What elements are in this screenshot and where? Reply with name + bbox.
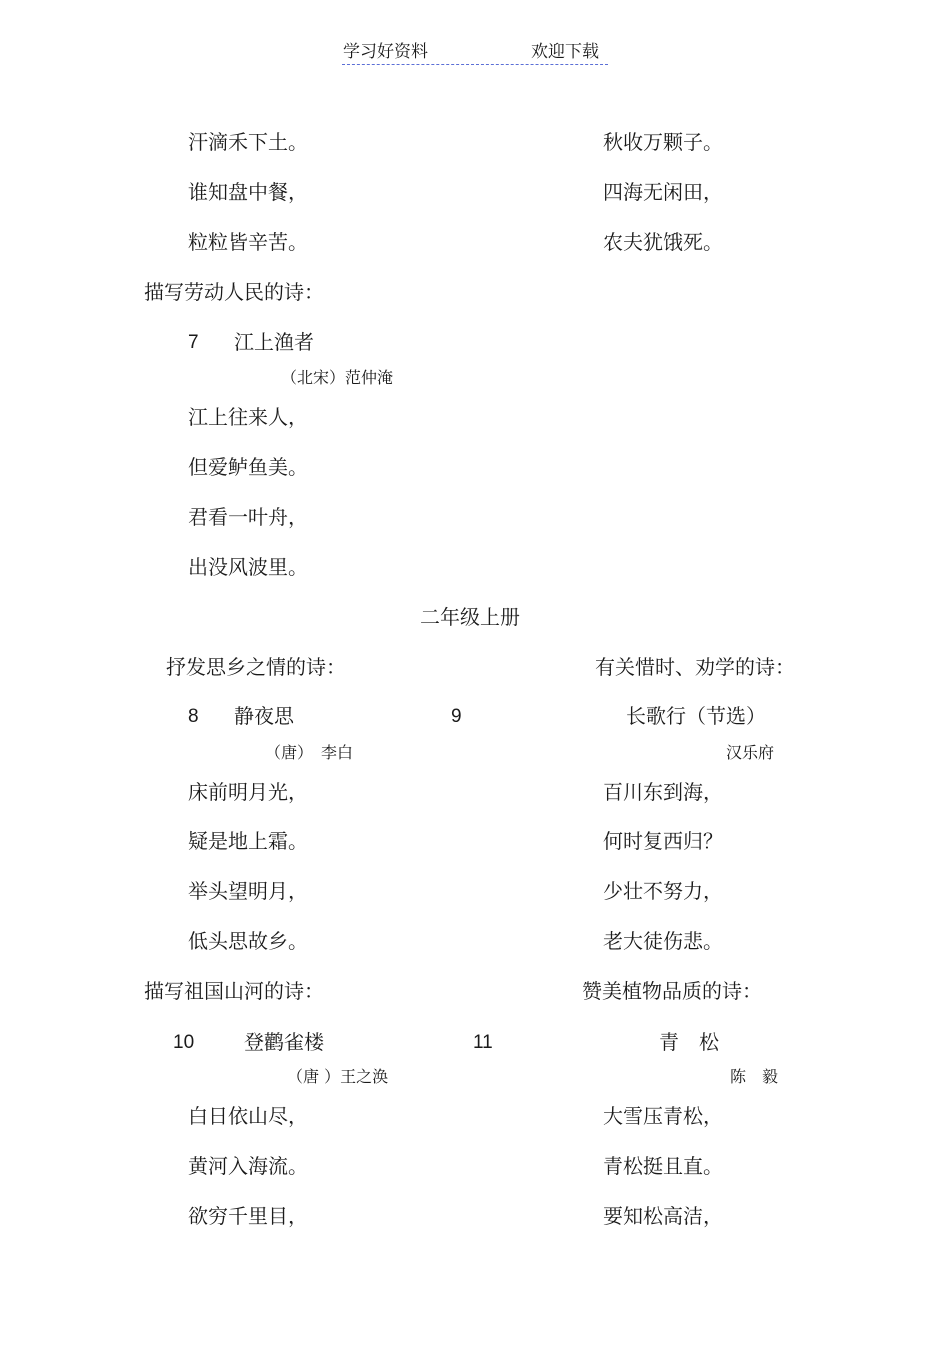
section-heading-plants: 赞美植物品质的诗： bbox=[582, 979, 762, 1003]
poem10-author: （唐 ）王之涣 bbox=[287, 1067, 389, 1086]
poem11-author: 陈 毅 bbox=[730, 1067, 779, 1086]
verse-line: 少壮不努力， bbox=[603, 879, 723, 903]
verse-line: 欲穷千里目， bbox=[188, 1204, 308, 1228]
verse-line: 农夫犹饿死。 bbox=[603, 230, 723, 254]
section-heading-labor: 描写劳动人民的诗： bbox=[144, 280, 324, 304]
verse-line: 但爱鲈鱼美。 bbox=[188, 455, 308, 479]
poem10-number: 10 bbox=[173, 1032, 195, 1053]
verse-line: 青松挺且直。 bbox=[603, 1154, 723, 1178]
poem8-number: 8 bbox=[188, 706, 199, 727]
verse-line: 秋收万颗子。 bbox=[603, 130, 723, 154]
header-right-text: 欢迎下载 bbox=[531, 42, 599, 62]
verse-line: 出没风波里。 bbox=[188, 555, 308, 579]
poem8-title: 静夜思 bbox=[234, 704, 294, 728]
verse-line: 白日依山尽， bbox=[188, 1104, 308, 1128]
verse-line: 低头思故乡。 bbox=[188, 929, 308, 953]
verse-line: 百川东到海， bbox=[603, 780, 723, 804]
verse-line: 汗滴禾下土。 bbox=[188, 130, 308, 154]
poem11-title: 青 松 bbox=[659, 1030, 719, 1054]
section-heading-mountains: 描写祖国山河的诗： bbox=[144, 979, 324, 1003]
verse-line: 粒粒皆辛苦。 bbox=[188, 230, 308, 254]
verse-line: 举头望明月， bbox=[188, 879, 308, 903]
header-divider bbox=[342, 64, 608, 65]
verse-line: 谁知盘中餐， bbox=[188, 180, 308, 204]
poem10-title: 登鹳雀楼 bbox=[244, 1030, 324, 1054]
grade-heading: 二年级上册 bbox=[420, 605, 520, 629]
poem11-number: 11 bbox=[473, 1032, 493, 1053]
verse-line: 黄河入海流。 bbox=[188, 1154, 308, 1178]
poem7-author: （北宋）范仲淹 bbox=[281, 368, 394, 387]
verse-line: 床前明月光， bbox=[188, 780, 308, 804]
poem9-author: 汉乐府 bbox=[726, 743, 775, 762]
verse-line: 疑是地上霜。 bbox=[188, 829, 308, 853]
verse-line: 何时复西归？ bbox=[603, 829, 723, 853]
poem7-number: 7 bbox=[188, 332, 199, 353]
section-heading-time: 有关惜时、劝学的诗： bbox=[595, 655, 795, 679]
verse-line: 江上往来人， bbox=[188, 405, 308, 429]
verse-line: 老大徒伤悲。 bbox=[603, 929, 723, 953]
verse-line: 大雪压青松， bbox=[603, 1104, 723, 1128]
verse-line: 要知松高洁， bbox=[603, 1204, 723, 1228]
header-left-text: 学习好资料 bbox=[343, 42, 428, 62]
verse-line: 四海无闲田， bbox=[603, 180, 723, 204]
poem9-number: 9 bbox=[451, 706, 462, 727]
section-heading-homesick: 抒发思乡之情的诗： bbox=[166, 655, 346, 679]
poem7-title: 江上渔者 bbox=[234, 330, 314, 354]
poem8-author: （唐） 李白 bbox=[265, 743, 354, 762]
verse-line: 君看一叶舟， bbox=[188, 505, 308, 529]
poem9-title: 长歌行（节选） bbox=[626, 704, 766, 728]
